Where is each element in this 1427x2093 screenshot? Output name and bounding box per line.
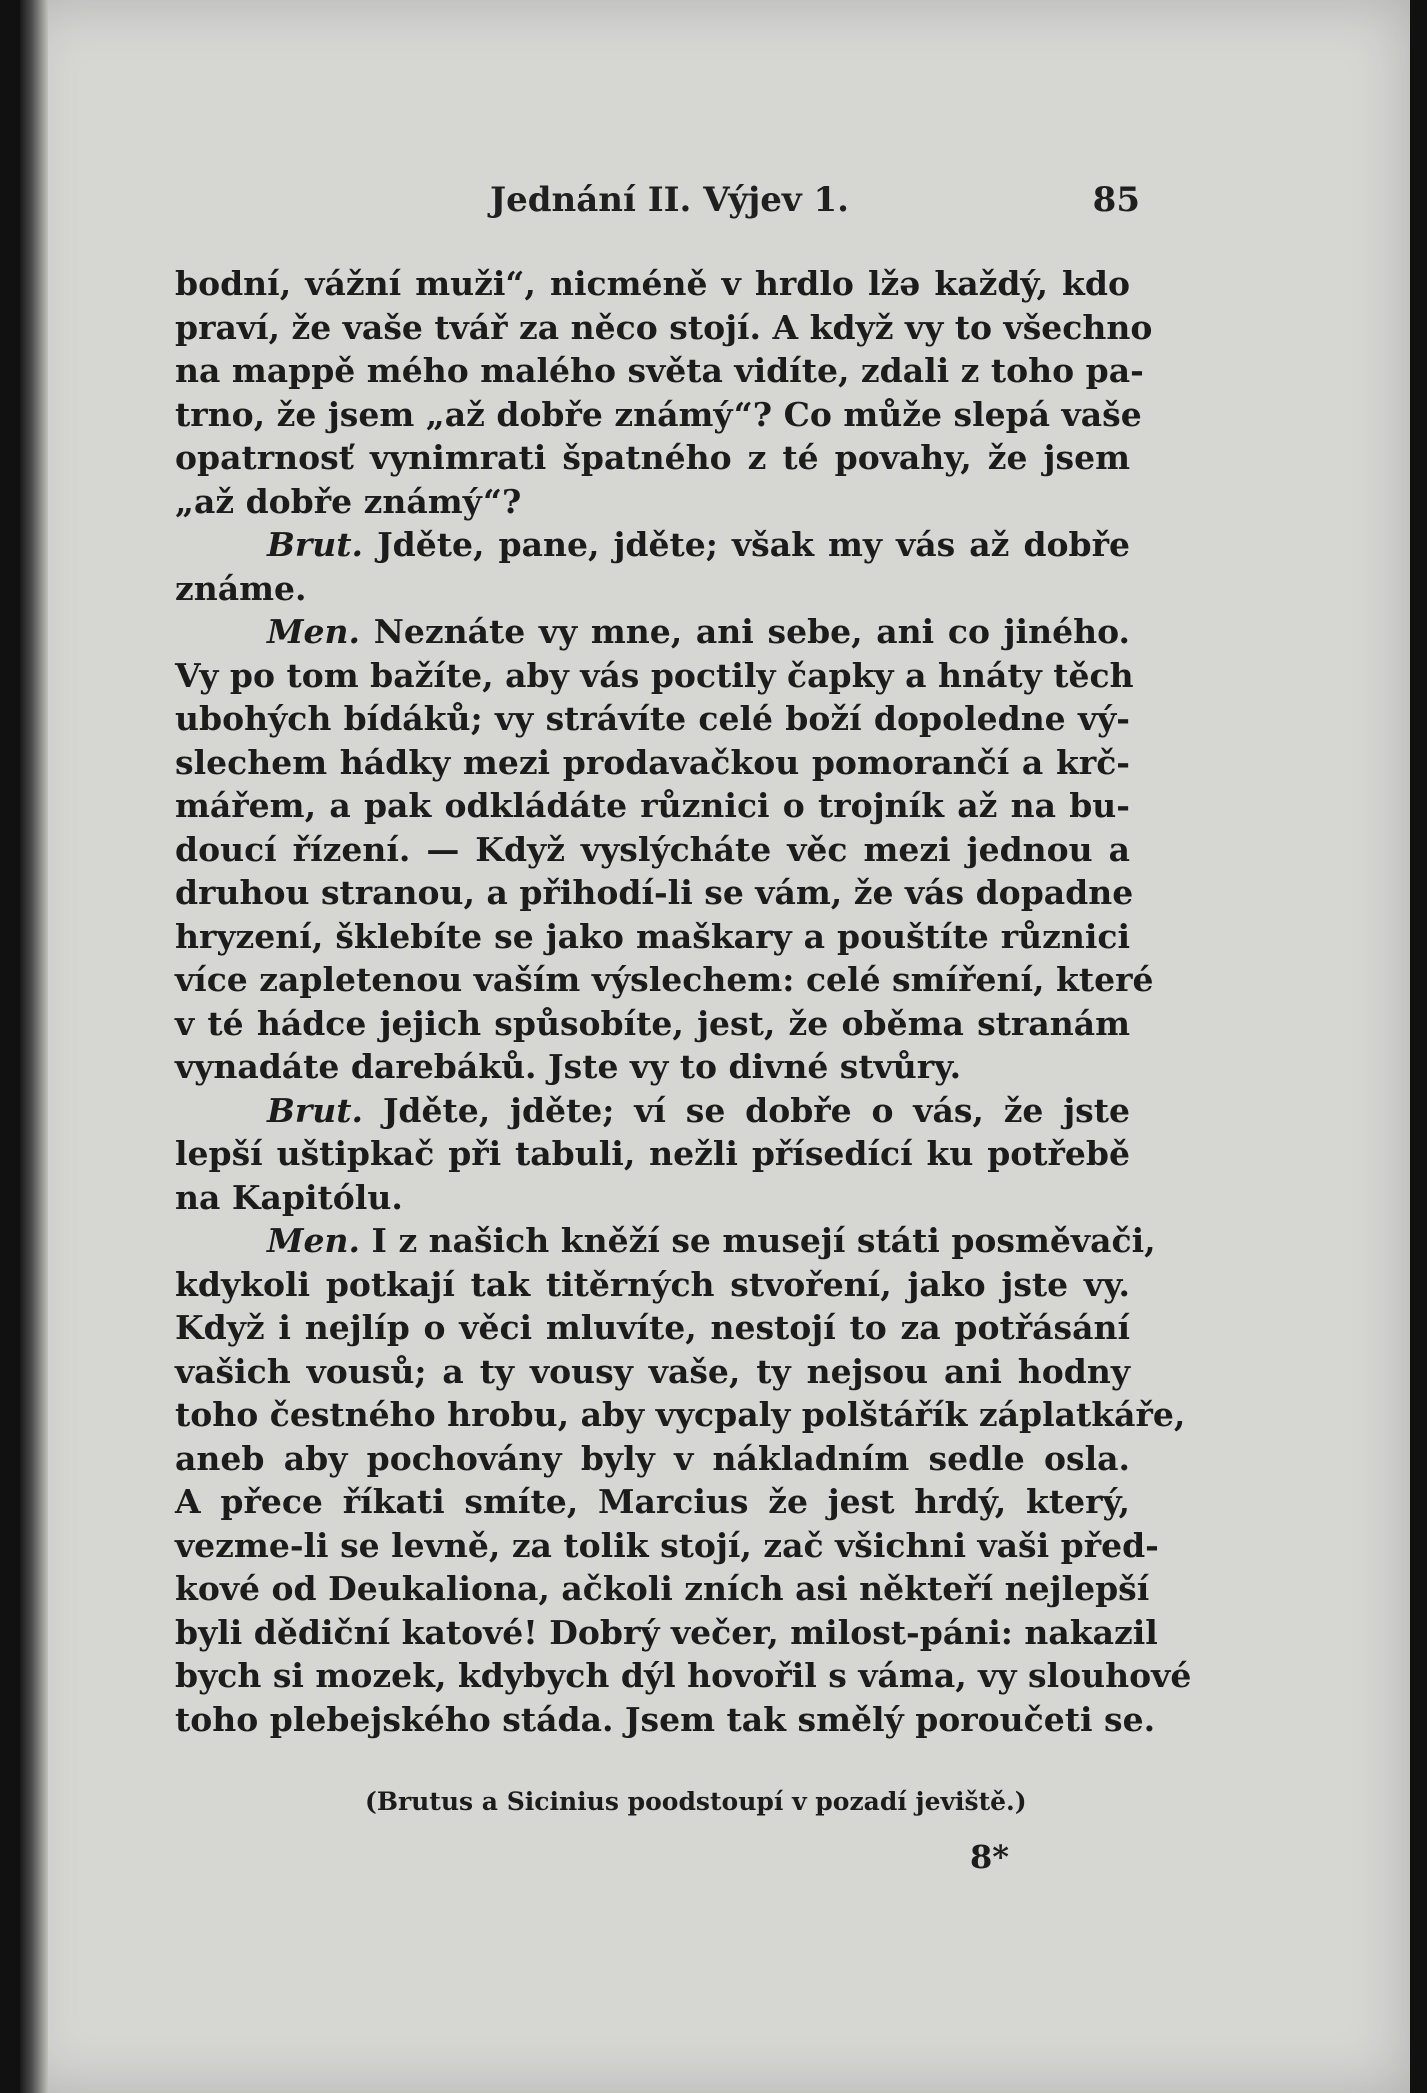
text-line: lepší uštipkač při tabuli, nežli přísedící ku potřebě [175,1134,1130,1173]
text-line: známe. [175,568,307,608]
page-edge-shadow [20,0,48,2093]
book-page [20,0,1410,2093]
text-line: vašich vousů; a ty vousy vaše, ty nejsou ani hodny [175,1351,1130,1391]
speech-line [175,610,1130,654]
text-line: na mappě mého malého světa vidíte, zdali z toho pa- [175,351,1144,390]
text-line: toho plebejského stáda. Jsem tak smělý poroučeti se. [175,1699,1156,1739]
speaker-name: Brut. [267,1090,364,1130]
text-line: více zapletenou vaším výslechem: celé smíření, které [175,960,1154,999]
text-line: na Kapitólu. [175,1177,403,1217]
stage-direction: (Brutus a Sicinius poodstoupí v pozadí jeviště.) [365,1787,1027,1816]
speech-line [175,523,1130,567]
text-line: byli dědiční katové! Dobrý večer, milost-páni: nakazil [175,1612,1158,1652]
speaker-name: Brut. [267,525,364,564]
text-line: „až dobře známý“? [175,481,522,521]
text-line: bych si mozek, kdybych dýl hovořil s váma, vy slouhové [175,1656,1192,1695]
text-line: slechem hádky mezi prodavačkou pomorančí a krč- [175,742,1130,782]
speech-line [175,1219,1156,1263]
text-line: bodní, vážní muži“, nicméně v hrdlo lžә každý, kdo [175,264,1130,303]
page-number: 85 [1092,180,1140,220]
text-line: hryzení, šklebíte se jako maškary a pouštíte různici [175,916,1130,956]
text-line: toho čestného hrobu, aby vycpaly polštářík záplatkáře, [175,1395,1186,1434]
text-line: trno, že jsem „až dobře známý“? Co může slepá vaše [175,394,1142,434]
text-line: kové od Deukaliona, ačkoli zních asi někteří nejlepší [175,1569,1150,1608]
running-header [160,180,1140,240]
text-line: ubohých bídáků; vy strávíte celé boží dopoledne vý- [175,699,1130,738]
body-text [175,262,1192,1741]
speaker-name: Men. [267,1221,361,1260]
signature-mark: 8* [970,1838,1009,1876]
text-line: aneb aby pochovány byly v nákladním sedle osla. [175,1438,1130,1478]
text-line: Jděte, pane, jděte; však my vás až dobře [377,525,1130,564]
text-line: opatrnosť vynimrati špatného z té povahy, že jsem [175,438,1130,477]
text-line: Vy po tom bažíte, aby vás poctily čapky a hnáty těch [175,655,1134,695]
text-line: v té hádce jejich spůsobíte, jest, že oběma stranám [175,1003,1130,1043]
text-line: A přece říkati smíte, Marcius že jest hrdý, který, [175,1482,1130,1521]
text-line: vynadáte darebáků. Jste vy to divné stvůry. [175,1047,962,1086]
speech-line [175,1089,1130,1133]
text-line: Jděte, jděte; ví se dobře o vás, že jste [382,1090,1130,1130]
text-line: Neznáte vy mne, ani sebe, ani co jiného. [373,612,1130,651]
text-line: vezme-li se levně, za tolik stojí, zač všichni vaši před- [175,1525,1159,1565]
speaker-name: Men. [267,612,361,651]
text-line: druhou stranou, a přihodí-li se vám, že vás dopadne [175,873,1134,912]
text-line: mářem, a pak odkládáte různici o trojník až na bu- [175,786,1130,825]
text-line: praví, že vaše tvář za něco stojí. A když vy to všechno [175,307,1153,347]
text-line: kdykoli potkají tak titěrných stvoření, jako jste vy. [175,1264,1130,1304]
header-title: Jednání II. Výjev 1. [490,180,849,220]
text-line: doucí řízení. — Když vyslýcháte věc mezi jednou a [175,829,1130,869]
text-line: Když i nejlíp o věci mluvíte, nestojí to za potřásání [175,1308,1130,1347]
text-line: I z našich kněží se musejí státi posměvači, [371,1221,1156,1260]
